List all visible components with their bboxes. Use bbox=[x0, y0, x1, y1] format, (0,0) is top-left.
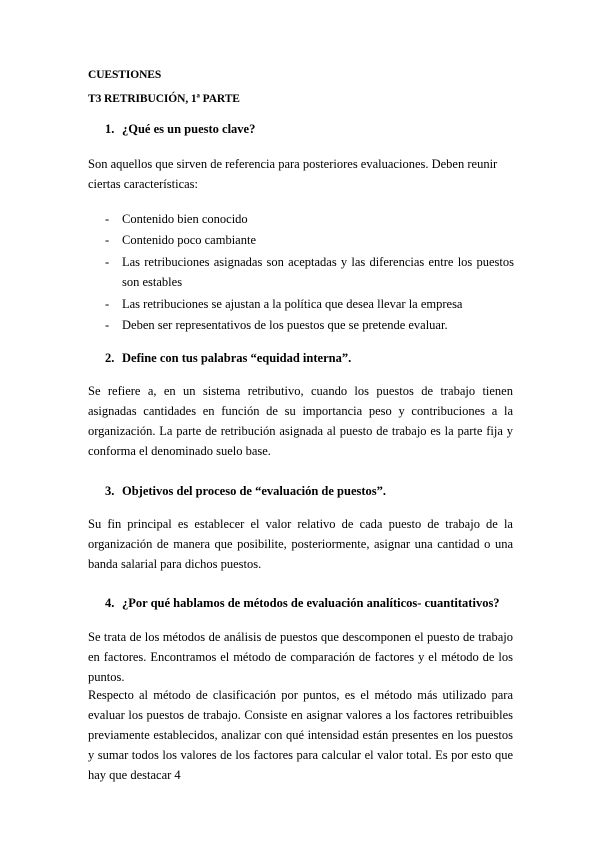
question-3-answer: Su fin principal es establecer el valor relativo de cada puesto de trabajo de la organización de manera que posibilite, posteriormente, asignar una cantidad o una banda salarial para dichos puestos. bbox=[88, 517, 513, 571]
question-1-title: ¿Qué es un puesto clave? bbox=[122, 122, 256, 136]
question-3-title: Objetivos del proceso de “evaluación de puestos”. bbox=[122, 484, 387, 498]
question-2-title: Define con tus palabras “equidad interna”. bbox=[122, 351, 352, 365]
question-4-title: ¿Por qué hablamos de métodos de evaluación analíticos- cuantitativos? bbox=[122, 596, 500, 610]
question-4-answer: Se trata de los métodos de análisis de puestos que descomponen el puesto de trabajo en factores. Encontramos el método de comparación de factores y el método de los puntos. bbox=[88, 630, 513, 684]
bullet-dash: - bbox=[105, 297, 110, 311]
document-header-subtitle: T3 RETRIBUCIÓN, 1ª PARTE bbox=[88, 93, 240, 105]
list-item: Contenido poco cambiante bbox=[122, 233, 256, 247]
question-3-number: 3. bbox=[105, 484, 115, 498]
document-header-title: CUESTIONES bbox=[88, 69, 162, 81]
bullet-dash: - bbox=[105, 233, 110, 247]
question-2-number: 2. bbox=[105, 351, 115, 365]
bullet-dash: - bbox=[105, 212, 110, 226]
question-1-number: 1. bbox=[105, 122, 115, 136]
bullet-dash: - bbox=[105, 318, 110, 332]
bullet-dash: - bbox=[105, 255, 110, 269]
question-2-answer: Se refiere a, en un sistema retributivo, cuando los puestos de trabajo tienen asignadas cantidades en función de su importancia peso y contribuciones a la organización. La parte de retribución asignada al puesto de trabajo es la parte fija y conforma el denominado suelo base. bbox=[88, 384, 513, 458]
list-item: Contenido bien conocido bbox=[122, 212, 248, 226]
question-1-answer: Son aquellos que sirven de referencia para posteriores evaluaciones. Deben reunir ciertas características: bbox=[88, 157, 498, 191]
question-4-number: 4. bbox=[105, 596, 115, 610]
list-item: Las retribuciones asignadas son aceptadas y las diferencias entre los puestos son estables bbox=[122, 255, 514, 289]
list-item: Las retribuciones se ajustan a la política que desea llevar la empresa bbox=[122, 297, 463, 311]
list-item: Deben ser representativos de los puestos que se pretende evaluar. bbox=[122, 318, 448, 332]
question-4-answer-continued: Respecto al método de clasificación por puntos, es el método más utilizado para evaluar los puestos de trabajo. Consiste en asignar valores a los factores retribuibles previamente establecidos, analizar con qué intensidad están presentes en los puestos y sumar todos los valores de los factores para calcular el valor total. Es por esto que hay que destacar 4 bbox=[88, 688, 513, 782]
